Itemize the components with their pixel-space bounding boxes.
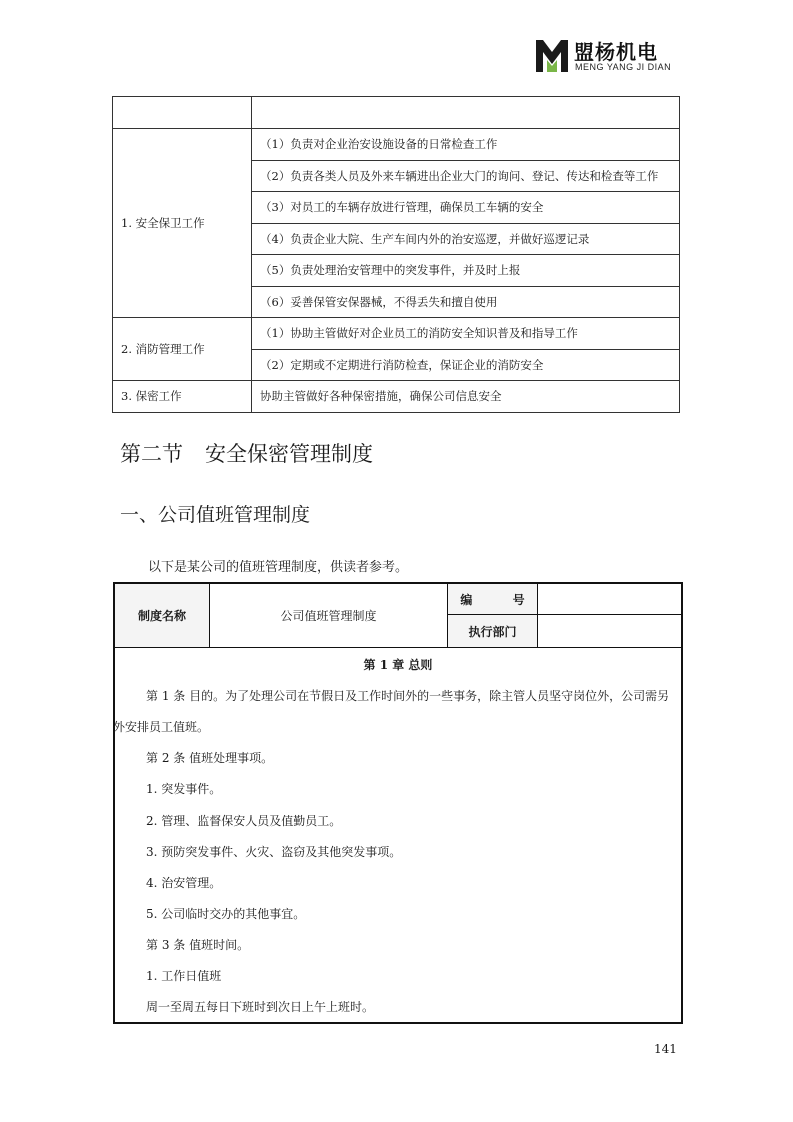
category-cell [113, 97, 252, 129]
section-number: 第二节 [120, 442, 183, 466]
duty-cell [252, 97, 680, 129]
article-line: 5. 公司临时交办的其他事宜。 [146, 907, 306, 921]
dept-value [538, 615, 681, 647]
subsection-heading: 一、公司值班管理制度 [120, 504, 311, 526]
article-line: 第 3 条 值班时间。 [146, 938, 250, 952]
logo-name-cn: 盟杨机电 [574, 40, 658, 64]
duty-cell: （2）定期或不定期进行消防检查，保证企业的消防安全 [252, 349, 680, 381]
duty-cell: （1）协助主管做好对企业员工的消防安全知识普及和指导工作 [252, 318, 680, 350]
logo-name-en: MENG YANG JI DIAN [575, 62, 672, 72]
logo-mark-icon [534, 38, 570, 74]
article-line: 1. 工作日值班 [146, 969, 222, 983]
section-title: 安全保密管理制度 [205, 442, 373, 466]
form-header [115, 584, 681, 648]
table-row [113, 381, 680, 413]
name-value: 公司值班管理制度 [210, 584, 448, 647]
duties-table [112, 96, 680, 413]
table-row [113, 97, 680, 129]
number-label [448, 584, 543, 615]
duty-cell: （5）负责处理治安管理中的突发事件，并及时上报 [252, 255, 680, 287]
duty-cell: （4）负责企业大院、生产车间内外的治安巡逻，并做好巡逻记录 [252, 223, 680, 255]
category-cell: 3. 保密工作 [113, 381, 252, 413]
article-line: 周一至周五每日下班时到次日上午上班时。 [146, 1000, 375, 1014]
page-number: 141 [654, 1042, 677, 1056]
duty-cell: （3）对员工的车辆存放进行管理，确保员工车辆的安全 [252, 192, 680, 224]
article-line: 第 2 条 值班处理事项。 [146, 751, 274, 765]
number-label-text: 编 号 [460, 592, 543, 607]
article-line: 3. 预防突发事件、火灾、盗窃及其他突发事项。 [146, 845, 402, 859]
article-line: 第 1 条 目的。为了处理公司在节假日及工作时间外的一些事务，除主管人员坚守岗位外，公司需另 [146, 689, 670, 703]
section-heading [120, 438, 373, 468]
duty-cell: （2）负责各类人员及外来车辆进出企业大门的询问、登记、传达和检查等工作 [252, 160, 680, 192]
regulation-form [113, 582, 683, 1024]
duty-cell: （1）负责对企业治安设施设备的日常检查工作 [252, 129, 680, 161]
number-value [538, 584, 681, 615]
name-label: 制度名称 [115, 584, 210, 647]
article-line: 2. 管理、监督保安人员及值勤员工。 [146, 814, 342, 828]
company-logo [534, 38, 674, 78]
chapter-heading: 第 1 章 总则 [363, 658, 433, 672]
table-row [113, 318, 680, 350]
article-line: 4. 治安管理。 [146, 876, 222, 890]
category-cell: 2. 消防管理工作 [113, 318, 252, 381]
article-line: 外安排员工值班。 [113, 720, 210, 734]
article-line: 1. 突发事件。 [146, 782, 222, 796]
intro-paragraph: 以下是某公司的值班管理制度，供读者参考。 [148, 560, 409, 575]
duty-cell: 协助主管做好各种保密措施，确保公司信息安全 [252, 381, 680, 413]
table-row [113, 129, 680, 161]
category-cell: 1. 安全保卫工作 [113, 129, 252, 318]
dept-label: 执行部门 [448, 615, 538, 647]
duty-cell: （6）妥善保管安保器械，不得丢失和擅自使用 [252, 286, 680, 318]
